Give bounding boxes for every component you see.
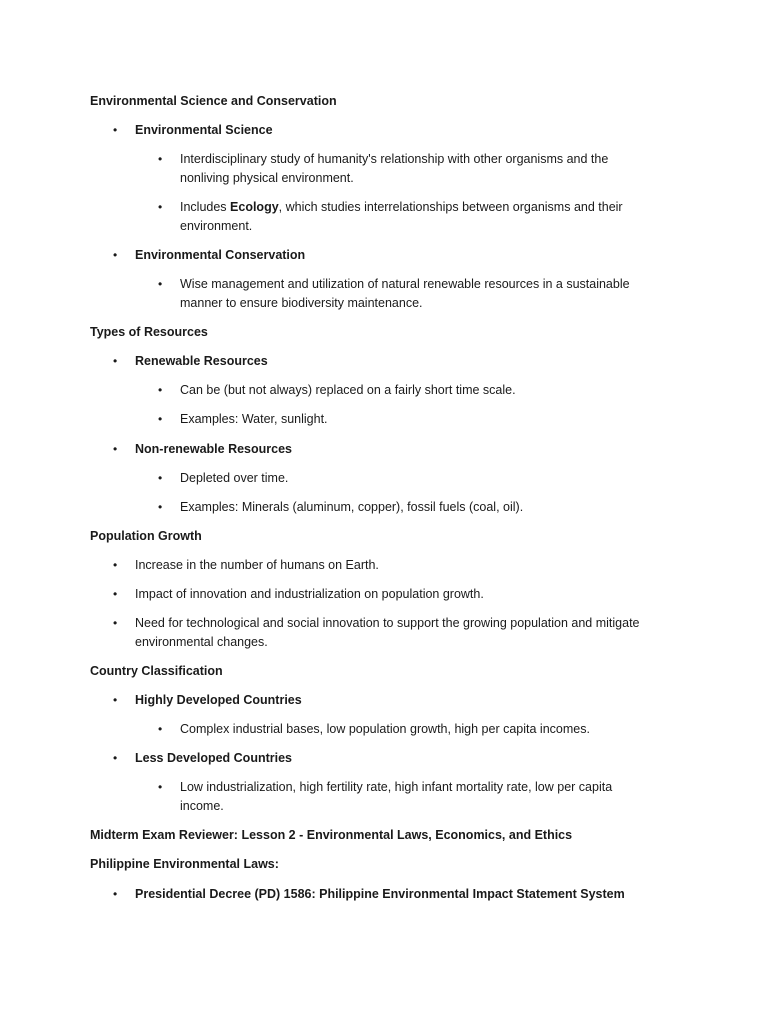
bullet: • <box>113 442 118 456</box>
list-item-line: environmental changes. <box>135 635 268 649</box>
bullet: • <box>158 780 163 794</box>
subheading-pd-1586: Presidential Decree (PD) 1586: Philippine Environmental Impact Statement System <box>135 887 625 901</box>
bullet: • <box>113 558 118 572</box>
subheading-less-developed: Less Developed Countries <box>135 751 292 765</box>
list-item: Increase in the number of humans on Earth. <box>135 558 379 572</box>
bullet: • <box>158 722 163 736</box>
subheading-non-renewable-resources: Non-renewable Resources <box>135 442 292 456</box>
list-item: Interdisciplinary study of humanity's relationship with other organisms and the nonliving physical environment. <box>180 152 609 185</box>
bullet: • <box>113 693 118 707</box>
list-item: Can be (but not always) replaced on a fairly short time scale. <box>180 383 516 397</box>
heading-philippine-environmental-laws: Philippine Environmental Laws: <box>90 857 279 871</box>
text: Includes <box>180 200 231 214</box>
heading-environmental-science-conservation: Environmental Science and Conservation <box>90 94 337 108</box>
list-item <box>180 198 650 236</box>
subheading-environmental-conservation: Environmental Conservation <box>135 248 306 262</box>
bullet: • <box>158 471 163 485</box>
heading-types-of-resources: Types of Resources <box>90 325 208 339</box>
bullet: • <box>113 751 118 765</box>
bullet: • <box>158 200 163 214</box>
bullet: • <box>113 587 118 601</box>
bullet: • <box>113 123 118 137</box>
bullet: • <box>158 383 163 397</box>
list-item: Depleted over time. <box>180 471 289 485</box>
list-item-line: Need for technological and social innovation to support the growing population and mitigate <box>135 616 640 630</box>
list-item: Examples: Minerals (aluminum, copper), fossil fuels (coal, oil). <box>180 500 524 514</box>
list-item: Wise management and utilization of natural renewable resources in a sustainable manner to ensure biodiversity maintenance. <box>180 277 630 310</box>
ecology-term: Ecology <box>230 200 279 214</box>
bullet: • <box>113 354 118 368</box>
bullet: • <box>158 412 163 426</box>
list-item: Impact of innovation and industrialization on population growth. <box>135 587 484 601</box>
bullet: • <box>113 887 118 901</box>
bullet: • <box>158 152 163 166</box>
bullet: • <box>158 500 163 514</box>
heading-midterm-reviewer: Midterm Exam Reviewer: Lesson 2 - Environmental Laws, Economics, and Ethics <box>90 828 573 842</box>
list-item: Complex industrial bases, low population growth, high per capita incomes. <box>180 722 590 736</box>
subheading-environmental-science: Environmental Science <box>135 123 273 137</box>
list-item: Low industrialization, high fertility rate, high infant mortality rate, low per capita income. <box>180 780 613 813</box>
heading-population-growth: Population Growth <box>90 529 202 543</box>
bullet: • <box>158 277 163 291</box>
text: , which studies interrelationships between organisms and their environment. <box>180 200 623 233</box>
subheading-renewable-resources: Renewable Resources <box>135 354 268 368</box>
bullet: • <box>113 248 118 262</box>
list-item: Examples: Water, sunlight. <box>180 412 328 426</box>
bullet: • <box>113 616 118 630</box>
subheading-highly-developed: Highly Developed Countries <box>135 693 302 707</box>
heading-country-classification: Country Classification <box>90 664 223 678</box>
